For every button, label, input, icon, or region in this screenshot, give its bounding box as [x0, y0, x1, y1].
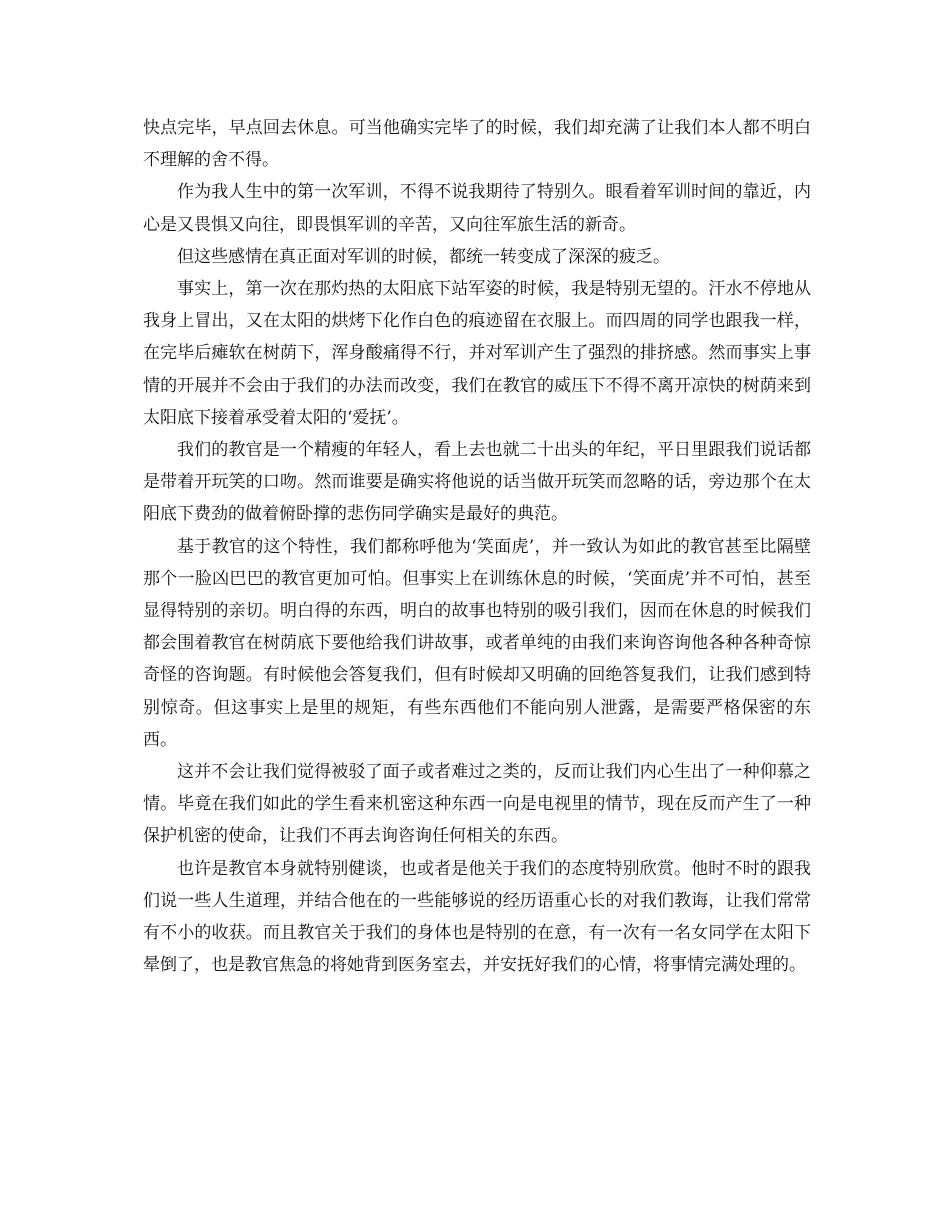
paragraph-2: 作为我人生中的第一次军训，不得不说我期待了特别久。眼看着军训时间的靠近，内心是又畏惧又向往，即畏惧军训的辛苦，又向往军旅生活的新奇。 — [143, 182, 811, 235]
paragraph-5: 我们的教官是一个精瘦的年轻人，看上去也就二十出头的年纪，平日里跟我们说话都是带着开玩笑的口吻。然而谁要是确实将他说的话当做开玩笑而忽略的话，旁边那个在太阳底下费劲的做着俯卧撑的悲伤同学确实是最好的典范。 — [143, 440, 811, 525]
paragraph-4: 事实上，第一次在那灼热的太阳底下站军姿的时候，我是特别无望的。汗水不停地从我身上冒出，又在太阳的烘烤下化作白色的痕迹留在衣服上。而四周的同学也跟我一样，在完毕后瘫软在树荫下，浑身酸痛得不行，并对军训产生了强烈的排挤感。然而事实上事情的开展并不会由于我们的办法而改变，我们在教官的威压下不得不离开凉快的树荫来到太阳底下接着承受着太阳的‘爱抚’。 — [143, 279, 811, 428]
paragraph-8: 也许是教官本身就特别健谈，也或者是他关于我们的态度特别欣赏。他时不时的跟我们说一些人生道理，并结合他在的一些能够说的经历语重心长的对我们教诲，让我们常常有不小的收获。而且教官关于我们的身体也是特别的在意，有一次有一名女同学在太阳下晕倒了，也是教官焦急的将她背到医务室去，并安抚好我们的心情，将事情完满处理的。 — [143, 858, 811, 976]
document-body — [143, 112, 811, 981]
paragraph-3: 但这些感情在真正面对军训的时候，都统一转变成了深深的疲乏。 — [177, 246, 670, 267]
paragraph-6: 基于教官的这个特性，我们都称呼他为‘笑面虎’，并一致认为如此的教官甚至比隔壁那个一脸凶巴巴的教官更加可怕。但事实上在训练休息的时候，‘笑面虎’并不可怕，甚至显得特别的亲切。明白得的东西，明白的故事也特别的吸引我们，因而在休息的时候我们都会围着教官在树荫底下要他给我们讲故事，或者单纯的由我们来询咨询他各种各种奇惊奇怪的咨询题。有时候他会答复我们，但有时候却又明确的回绝答复我们，让我们感到特别惊奇。但这事实上是里的规矩，有些东西他们不能向别人泄露，是需要严格保密的东西。 — [143, 536, 811, 750]
paragraph-7: 这并不会让我们觉得被驳了面子或者难过之类的，反而让我们内心生出了一种仰慕之情。毕竟在我们如此的学生看来机密这种东西一向是电视里的情节，现在反而产生了一种保护机密的使命，让我们不再去询咨询任何相关的东西。 — [143, 762, 811, 847]
paragraph-1: 快点完毕，早点回去休息。可当他确实完毕了的时候，我们却充满了让我们本人都不明白不理解的舍不得。 — [143, 118, 811, 171]
